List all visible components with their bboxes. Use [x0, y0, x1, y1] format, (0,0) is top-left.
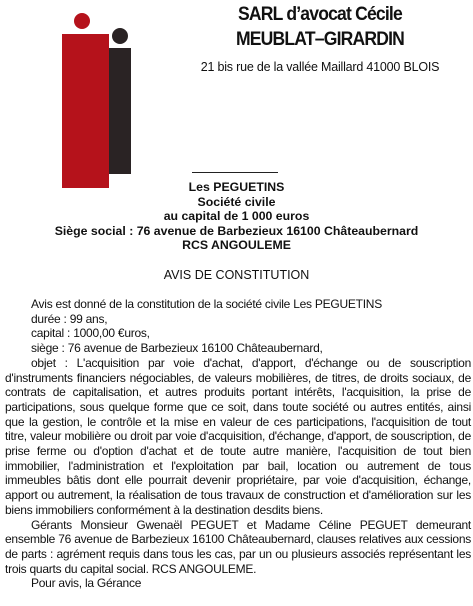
notice-intro: Avis est donné de la constitution de la société civile Les PEGUETINS: [31, 297, 382, 311]
company-rcs: RCS ANGOULEME: [182, 238, 291, 253]
notice-duration: durée : 99 ans,: [31, 311, 108, 326]
company-name: Les PEGUETINS: [188, 180, 285, 194]
law-firm-logo: [62, 12, 140, 188]
notice-closing: Pour avis, la Gérance: [31, 576, 142, 591]
firm-name-line2: MEUBLAT–GIRARDIN: [235, 28, 405, 50]
logo-dark-dot: [112, 28, 128, 44]
letterhead: [175, 2, 465, 74]
logo-red-dot: [74, 13, 90, 29]
logo-red-bar: [62, 34, 109, 188]
company-block: [0, 180, 473, 253]
company-capital: au capital de 1 000 euros: [163, 209, 310, 224]
separator-rule: [192, 172, 278, 173]
logo-dark-bar: [109, 48, 131, 174]
notice-body: [5, 297, 471, 591]
notice-capital: capital : 1000,00 €uros,: [31, 326, 150, 341]
company-seat: Siège social : 76 avenue de Barbezieux 16100 Châteaubernard: [54, 223, 419, 238]
notice-title: AVIS DE CONSTITUTION: [163, 268, 310, 282]
notice-managers: Gérants Monsieur Gwenaël PEGUET et Madame Céline PEGUET demeurant ensemble 76 avenue de Barbezieux 16100 Châteaubernard, clauses relatives aux cessions de parts : agrément requis dans tous les cas, par un ou plusieurs associés représentant les trois quarts du capital social. RCS ANGOULEME.: [5, 517, 471, 576]
notice-object: objet : L'acquisition par voie d'achat, d'apport, d'échange ou de souscription d'instruments financiers négociables, de valeurs mobilières, de titres, de droits sociaux, de contrats de capitalisation, et autres produits portant intérêts, l'acquisition, la prise de participations, sous quelque forme que ce soit, dans toute société ou autres entités, ainsi que la gestion, le contrôle et la mise en valeur de ces participations, l'acquisition de tout titre, valeur mobilière ou droit par voie d'acquisition, d'échange, d'apport, de souscription, de prise ferme ou d'option d'achat et de toute autre manière, l'acquisition de tout bien immobilier, l'administration et l'exploitation par bail, location ou autrement de tous immeubles bâtis dont elle pourrait devenir propriétaire, par voie d'acquisition, échange, apport ou autrement, la réalisation de tous travaux de construction et d'amélioration sur les biens immobiliers conformément à la destination desdits biens.: [5, 355, 471, 517]
notice-seat: siège : 76 avenue de Barbezieux 16100 Châteaubernard,: [31, 341, 323, 356]
firm-name-line1: SARL d’avocat Cécile: [238, 3, 402, 25]
firm-address: 21 bis rue de la vallée Maillard 41000 BLOIS: [200, 60, 440, 74]
company-type: Société civile: [197, 194, 276, 209]
